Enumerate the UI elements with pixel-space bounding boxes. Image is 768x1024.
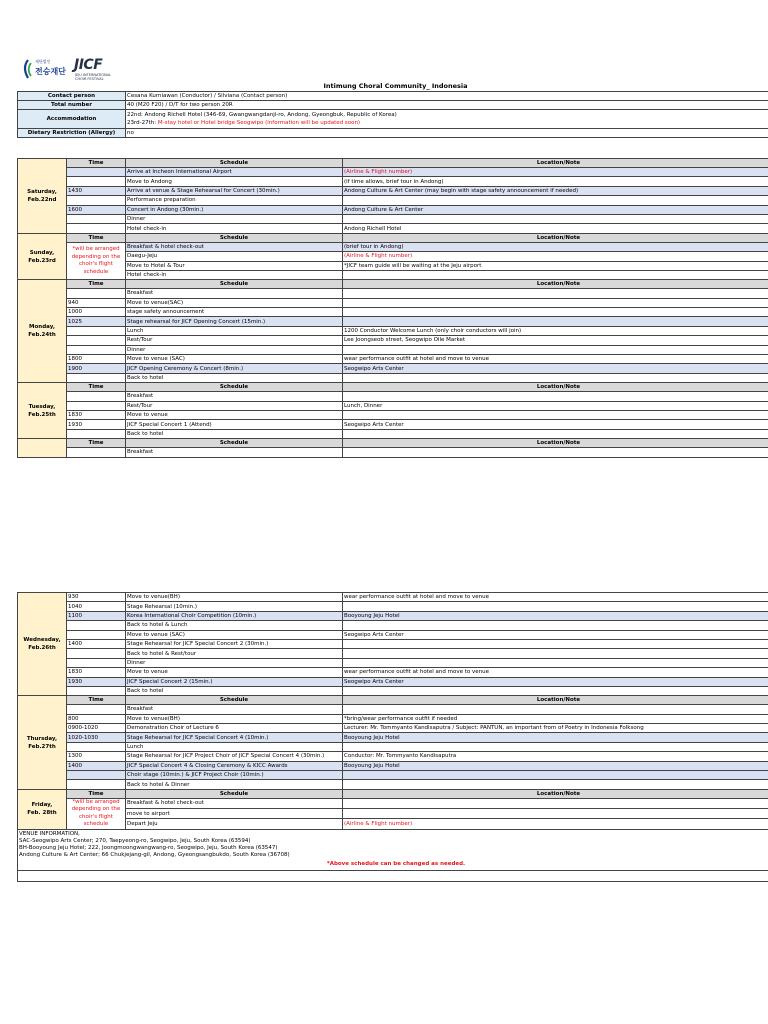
day-date: Feb.27th — [28, 743, 56, 750]
schedule-cell: Move to venue(BH) — [126, 714, 343, 723]
schedule-row — [18, 355, 768, 364]
header-location: Location/Note — [343, 439, 768, 448]
schedule-row — [18, 224, 768, 233]
time-cell: 1830 — [67, 410, 126, 419]
schedule-cell: Stage rehearsal for JICF Opening Concert (15min.) — [126, 317, 343, 326]
day-cell-sat — [18, 159, 67, 234]
schedule-row — [18, 364, 768, 373]
header-schedule: Schedule — [126, 439, 343, 448]
header-time: Time — [67, 233, 126, 242]
location-note-cell: Andong Richell Hotel — [343, 224, 768, 233]
time-cell: 1300 — [67, 752, 126, 761]
day-cell-wed-continued — [18, 439, 67, 457]
day-name: Monday, — [29, 324, 55, 331]
header-time: Time — [67, 789, 126, 798]
time-cell — [67, 448, 126, 457]
time-cell — [67, 658, 126, 667]
time-cell — [67, 336, 126, 345]
time-cell — [67, 392, 126, 401]
venue-andong: Andong Culture & Art Center; 66 Chukjejang-gil, Andong, Gyeongsangbukdo, South Korea (36708) — [19, 852, 290, 859]
time-cell: 1800 — [67, 355, 126, 364]
schedule-row — [18, 186, 768, 195]
total-label: Total number — [18, 101, 126, 110]
schedule-cell: Lunch — [126, 326, 343, 335]
info-table — [17, 91, 768, 138]
schedule-row — [18, 261, 768, 270]
accommodation-line-2 — [127, 119, 768, 127]
time-cell: 1400 — [67, 761, 126, 770]
day-cell-tue — [18, 383, 67, 439]
time-cell: 1900 — [67, 364, 126, 373]
time-arrangement-note: *will be arranged depending on the choir's flight schedule — [67, 798, 126, 829]
day-cell-sun — [18, 233, 67, 280]
venue-info-title: VENUE INFORMATION, — [19, 830, 80, 837]
time-cell: 940 — [67, 298, 126, 307]
venue-bh: BH-Booyoung Jeju Hotel; 222, Joongmoongwangwang-ro, Seogwipo, Jeju, South Korea (63547) — [19, 845, 278, 852]
time-cell — [67, 168, 126, 177]
schedule-row — [18, 168, 768, 177]
time-cell: 1100 — [67, 611, 126, 620]
column-header-row — [18, 233, 768, 242]
location-note-cell — [343, 809, 768, 819]
diet-label: Dietary Restriction (Allergy) — [18, 129, 126, 138]
day-date: Feb.23rd — [28, 257, 56, 264]
contact-value: Cesana Kurniawan (Conductor) / Silviana (Contact person) — [126, 92, 768, 101]
schedule-row — [18, 214, 768, 223]
location-note-cell — [343, 308, 768, 317]
schedule-cell: Stage Rehearsal for JICF Special Concert 2 (30min.) — [126, 639, 343, 648]
schedule-cell: Move to venue(SAC) — [126, 298, 343, 307]
location-note-cell: Lee Joongseob street, Seogwipo Olle Market — [343, 336, 768, 345]
time-cell: 1930 — [67, 677, 126, 686]
location-note-cell — [343, 270, 768, 279]
location-note-cell — [343, 429, 768, 438]
location-note-cell — [343, 705, 768, 714]
schedule-row — [18, 392, 768, 401]
header-location: Location/Note — [343, 696, 768, 705]
accommodation-line-2-prefix: 23rd-27th: — [127, 120, 158, 126]
schedule-cell: Concert in Andong (30min.) — [126, 205, 343, 214]
schedule-cell: Stage Rehearsal (10min.) — [126, 602, 343, 611]
schedule-cell: JICF Special Concert 1 (Attend) — [126, 420, 343, 429]
logo — [22, 57, 122, 83]
location-note-cell: Booyoung Jeju Hotel — [343, 733, 768, 742]
location-note-cell — [343, 196, 768, 205]
location-note-cell: (Airline & Flight number) — [343, 168, 768, 177]
schedule-body-page-2 — [18, 593, 768, 830]
schedule-cell: Dinner — [126, 345, 343, 354]
schedule-cell: Daegu-Jeju — [126, 252, 343, 261]
schedule-cell: Back to hotel — [126, 686, 343, 695]
day-name: Tuesday, — [28, 403, 56, 410]
time-cell: 1025 — [67, 317, 126, 326]
day-name: Friday, — [31, 802, 53, 809]
schedule-row — [18, 752, 768, 761]
schedule-row — [18, 345, 768, 354]
schedule-cell: JICF Opening Ceremony & Concert (8min.) — [126, 364, 343, 373]
time-cell: 1930 — [67, 420, 126, 429]
time-cell — [67, 373, 126, 382]
accommodation-value — [126, 110, 768, 129]
location-note-cell: Lecturer: Mr. Tommyanto Kandisaputra / Subject: PANTUN, an important from of Poetry in Indonesia Folksong — [343, 724, 768, 733]
location-note-cell: Andong Culture & Art Center (may begin with stage safety announcement if needed) — [343, 186, 768, 195]
location-note-cell — [343, 686, 768, 695]
time-cell — [67, 214, 126, 223]
schedule-row — [18, 819, 768, 829]
header-schedule: Schedule — [126, 383, 343, 392]
schedule-row — [18, 677, 768, 686]
schedule-row — [18, 429, 768, 438]
schedule-row — [18, 602, 768, 611]
location-note-cell — [343, 602, 768, 611]
time-cell — [67, 742, 126, 751]
schedule-row — [18, 658, 768, 667]
location-note-cell — [343, 289, 768, 298]
column-header-row — [18, 696, 768, 705]
day-date: Feb. 28th — [27, 810, 57, 817]
schedule-cell: stage safety announcement — [126, 308, 343, 317]
day-date: Feb.25th — [28, 411, 56, 418]
schedule-cell: Move to venue(BH) — [126, 593, 343, 602]
document-title: Intimung Choral Community_ Indonesia — [323, 82, 468, 90]
location-note-cell: (if time allows, brief tour in Andong) — [343, 177, 768, 186]
schedule-cell: Hotel check-in — [126, 224, 343, 233]
schedule-row — [18, 196, 768, 205]
schedule-cell: Back to hotel — [126, 373, 343, 382]
header-location: Location/Note — [343, 383, 768, 392]
time-cell — [67, 401, 126, 410]
day-date: Feb.26th — [28, 645, 56, 652]
time-cell — [67, 326, 126, 335]
time-cell — [67, 429, 126, 438]
schedule-row — [18, 771, 768, 780]
schedule-cell: Lunch — [126, 742, 343, 751]
schedule-row — [18, 809, 768, 819]
schedule-row — [18, 639, 768, 648]
location-note-cell: *JICF team guide will be waiting at the Jeju airport — [343, 261, 768, 270]
bottom-spacer — [18, 870, 768, 881]
schedule-row — [18, 780, 768, 789]
location-note-cell — [343, 345, 768, 354]
schedule-cell: Breakfast & hotel check-out — [126, 798, 343, 808]
location-note-cell — [343, 214, 768, 223]
schedule-row — [18, 611, 768, 620]
jicf-logo: JICF — [74, 57, 103, 73]
time-cell — [67, 196, 126, 205]
header-location: Location/Note — [343, 280, 768, 289]
time-cell: 1040 — [67, 602, 126, 611]
schedule-cell: Move to venue (SAC) — [126, 355, 343, 364]
location-note-cell — [343, 771, 768, 780]
header-location: Location/Note — [343, 789, 768, 798]
schedule-cell: Back to hotel — [126, 429, 343, 438]
location-note-cell: wear performance outfit at hotel and move to venue — [343, 668, 768, 677]
column-header-row — [18, 439, 768, 448]
time-cell — [67, 780, 126, 789]
schedule-cell: Move to Andong — [126, 177, 343, 186]
header-location: Location/Note — [343, 159, 768, 168]
time-cell: 1430 — [67, 186, 126, 195]
schedule-body-page-1 — [18, 159, 768, 458]
time-cell: 1020-1030 — [67, 733, 126, 742]
location-note-cell: Booyoung Jeju Hotel — [343, 611, 768, 620]
column-header-row — [18, 383, 768, 392]
location-note-cell: *bring/wear performance outfit if needed — [343, 714, 768, 723]
schedule-row — [18, 401, 768, 410]
schedule-cell: Breakfast & hotel check-out — [126, 242, 343, 251]
header-schedule: Schedule — [126, 789, 343, 798]
header-time: Time — [67, 439, 126, 448]
location-note-cell — [343, 742, 768, 751]
location-note-cell — [343, 317, 768, 326]
header-time: Time — [67, 280, 126, 289]
schedule-cell: JICF Special Concert 2 (15min.) — [126, 677, 343, 686]
schedule-row — [18, 326, 768, 335]
schedule-row — [18, 668, 768, 677]
schedule-cell: Move to venue — [126, 668, 343, 677]
schedule-cell: Depart Jeju — [126, 819, 343, 829]
schedule-row — [18, 621, 768, 630]
location-note-cell: (brief tour in Andong) — [343, 242, 768, 251]
column-header-row — [18, 280, 768, 289]
venue-sac: SAC-Seogwipo Arts Center; 270, Taepyeong-ro, Seogwipo, Jeju, South Korea (63594) — [19, 838, 251, 845]
schedule-cell: Hotel check-in — [126, 270, 343, 279]
column-header-row — [18, 159, 768, 168]
schedule-cell: Arrive at venue & Stage Rehearsal for Concert (30min.) — [126, 186, 343, 195]
schedule-row — [18, 177, 768, 186]
location-note-cell: wear performance outfit at hotel and move to venue — [343, 593, 768, 602]
column-header-row — [18, 789, 768, 798]
schedule-cell: Choir stage (10min.) & JICF Project Choir (10min.) — [126, 771, 343, 780]
schedule-cell: Breakfast — [126, 392, 343, 401]
location-note-cell — [343, 639, 768, 648]
time-cell: 800 — [67, 714, 126, 723]
header-schedule: Schedule — [126, 159, 343, 168]
schedule-row — [18, 270, 768, 279]
schedule-cell: Move to Hotel & Tour — [126, 261, 343, 270]
time-cell: 1600 — [67, 205, 126, 214]
location-note-cell — [343, 658, 768, 667]
schedule-row — [18, 317, 768, 326]
jicf-logo-subtitle: JEJU INTERNATIONAL CHOIR FESTIVAL — [75, 73, 112, 81]
schedule-cell: JICF Special Concert 4 & Closing Ceremony & KICC Awards — [126, 761, 343, 770]
location-note-cell — [343, 373, 768, 382]
schedule-row — [18, 373, 768, 382]
time-arrangement-note: *will be arranged depending on the choir's flight schedule — [67, 242, 126, 280]
time-cell: 1830 — [67, 668, 126, 677]
schedule-row — [18, 289, 768, 298]
time-cell: 1000 — [67, 308, 126, 317]
info-row-accommodation — [18, 110, 768, 129]
foundation-logo-icon — [22, 59, 34, 79]
schedule-cell: move to airport — [126, 809, 343, 819]
time-cell — [67, 289, 126, 298]
schedule-cell: Demonstration Choir of Lecture 6 — [126, 724, 343, 733]
schedule-row — [18, 705, 768, 714]
time-cell — [67, 649, 126, 658]
schedule-row — [18, 205, 768, 214]
schedule-cell: Move to venue — [126, 410, 343, 419]
location-note-cell — [343, 798, 768, 808]
header-schedule: Schedule — [126, 696, 343, 705]
accommodation-line-2-red: M-stay hotel or Hotel bridge Seogwipo (information will be updated soon) — [157, 120, 361, 126]
location-note-cell — [343, 621, 768, 630]
header-schedule: Schedule — [126, 280, 343, 289]
day-date: Feb.22nd — [27, 196, 57, 203]
schedule-row — [18, 798, 768, 808]
location-note-cell — [343, 298, 768, 307]
location-note-cell — [343, 448, 768, 457]
schedule-row — [18, 714, 768, 723]
schedule-row — [18, 410, 768, 419]
day-cell-wed — [18, 593, 67, 696]
location-note-cell: (Airline & Flight number) — [343, 252, 768, 261]
schedule-cell: Rest/Tour — [126, 401, 343, 410]
schedule-row — [18, 298, 768, 307]
header-time: Time — [67, 159, 126, 168]
logo-kr-small: 재단법인 — [35, 59, 51, 64]
header-time: Time — [67, 696, 126, 705]
schedule-cell: Dinner — [126, 214, 343, 223]
accommodation-line-1: 22nd: Andong Richell Hotel (346-69, Gwangwangdanji-ro, Andong, Gyeongbuk, Republic of Korea) — [127, 112, 397, 118]
location-note-cell: (Airline & Flight number) — [343, 819, 768, 829]
time-cell — [67, 177, 126, 186]
schedule-cell: Stage Rehearsal for JICF Project Choir of JICF Special Concert 4 (30min.) — [126, 752, 343, 761]
day-name: Wednesday, — [23, 637, 61, 644]
time-cell — [67, 345, 126, 354]
schedule-cell: Breakfast — [126, 448, 343, 457]
total-value: 40 (M20 F20) / D/T for two person 20R — [126, 101, 768, 110]
schedule-cell: Back to hotel & Lunch — [126, 621, 343, 630]
schedule-row — [18, 724, 768, 733]
schedule-row — [18, 336, 768, 345]
header-location: Location/Note — [343, 233, 768, 242]
location-note-cell — [343, 780, 768, 789]
schedule-cell: Breakfast — [126, 705, 343, 714]
schedule-row — [18, 252, 768, 261]
header-time: Time — [67, 383, 126, 392]
day-cell-fri — [18, 789, 67, 829]
time-cell — [67, 224, 126, 233]
info-row-total — [18, 101, 768, 110]
schedule-cell: Back to hotel & Dinner — [126, 780, 343, 789]
location-note-cell — [343, 392, 768, 401]
schedule-cell: Back to hotel & Rest/tour — [126, 649, 343, 658]
schedule-cell: Stage Rehearsal for JICF Special Concert 4 (10min.) — [126, 733, 343, 742]
venue-info — [18, 829, 768, 859]
schedule-cell: Move to venue (SAC) — [126, 630, 343, 639]
schedule-row — [18, 448, 768, 457]
schedule-row — [18, 686, 768, 695]
schedule-row — [18, 420, 768, 429]
schedule-cell: Breakfast — [126, 289, 343, 298]
venue-info-row — [18, 829, 768, 859]
day-date: Feb.24th — [28, 332, 56, 339]
day-cell-mon — [18, 280, 67, 383]
location-note-cell: Seogwipo Arts Center — [343, 630, 768, 639]
footer — [18, 829, 768, 881]
schedule-cell: Arrive at Incheon International Airport — [126, 168, 343, 177]
schedule-row — [18, 593, 768, 602]
schedule-table-page-1 — [17, 158, 768, 458]
location-note-cell: Seogwipo Arts Center — [343, 677, 768, 686]
time-cell: 1400 — [67, 639, 126, 648]
day-cell-thu — [18, 696, 67, 790]
schedule-row — [18, 630, 768, 639]
location-note-cell: Andong Culture & Art Center — [343, 205, 768, 214]
day-name: Saturday, — [27, 188, 57, 195]
location-note-cell: Seogwipo Arts Center — [343, 420, 768, 429]
info-row-diet — [18, 129, 768, 138]
schedule-cell: Korea International Choir Competition (10min.) — [126, 611, 343, 620]
schedule-row — [18, 742, 768, 751]
diet-value: no — [126, 129, 768, 138]
schedule-row — [18, 733, 768, 742]
contact-label: Contact person — [18, 92, 126, 101]
accommodation-label: Accommodation — [18, 110, 126, 129]
schedule-change-notice: *Above schedule can be changed as needed. — [18, 860, 768, 871]
day-name: Sunday, — [29, 249, 55, 256]
info-row-contact — [18, 92, 768, 101]
schedule-table-page-2 — [17, 592, 768, 882]
location-note-cell: wear performance outfit at hotel and move to venue — [343, 355, 768, 364]
day-name: Thursday, — [26, 735, 58, 742]
location-note-cell — [343, 410, 768, 419]
location-note-cell: Lunch, Dinner — [343, 401, 768, 410]
header-schedule: Schedule — [126, 233, 343, 242]
location-note-cell — [343, 649, 768, 658]
time-cell — [67, 621, 126, 630]
schedule-row — [18, 242, 768, 251]
location-note-cell: Conductor: Mr. Tommyanto Kandisaputra — [343, 752, 768, 761]
schedule-row — [18, 649, 768, 658]
schedule-cell: Dinner — [126, 658, 343, 667]
time-cell — [67, 686, 126, 695]
bottom-spacer-row — [18, 870, 768, 881]
location-note-cell: Seogwipo Arts Center — [343, 364, 768, 373]
time-cell — [67, 771, 126, 780]
logo-kr: 전승재단 — [35, 67, 66, 76]
schedule-row — [18, 308, 768, 317]
schedule-cell: Performance preparation — [126, 196, 343, 205]
schedule-cell: Rest/Tour — [126, 336, 343, 345]
notice-row — [18, 860, 768, 871]
time-cell: 930 — [67, 593, 126, 602]
time-cell — [67, 630, 126, 639]
location-note-cell: Booyoung Jeju Hotel — [343, 761, 768, 770]
location-note-cell: 1200 Conductor Welcome Lunch (only choir conductors will join) — [343, 326, 768, 335]
schedule-row — [18, 761, 768, 770]
time-cell: 0900-1020 — [67, 724, 126, 733]
time-cell — [67, 705, 126, 714]
